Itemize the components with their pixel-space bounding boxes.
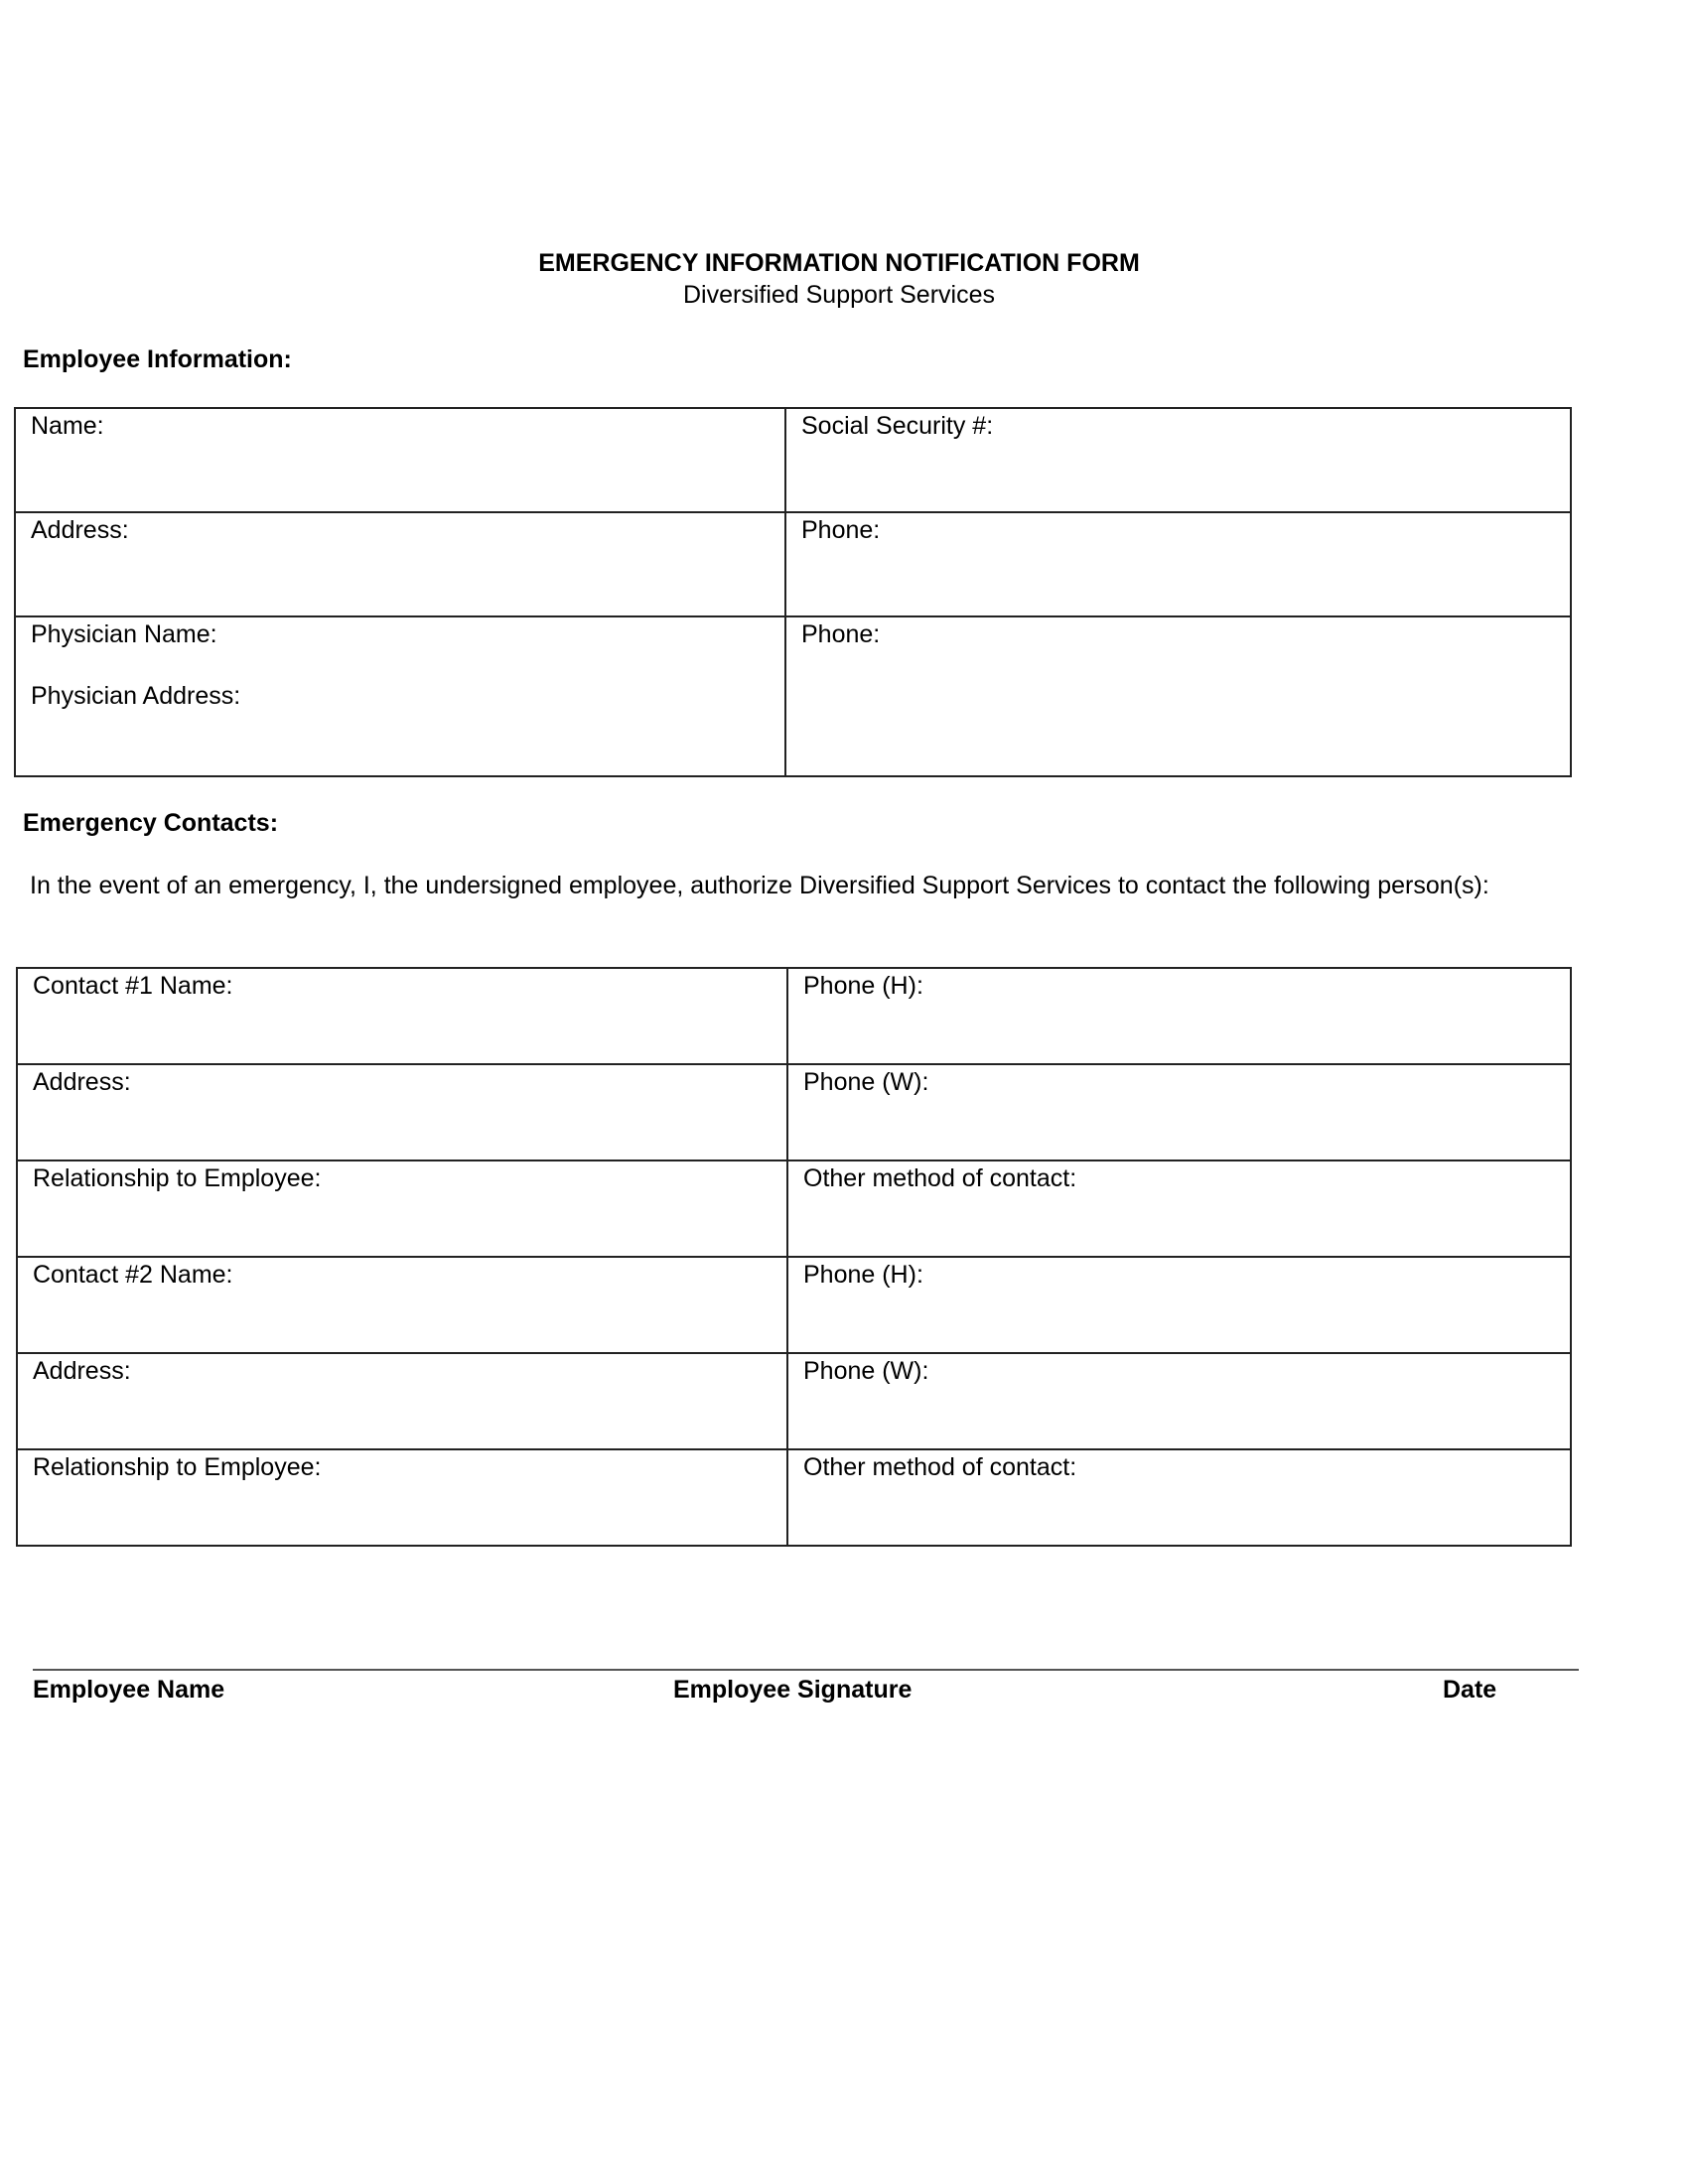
- physician-address-label: Physician Address:: [31, 682, 241, 710]
- form-title: EMERGENCY INFORMATION NOTIFICATION FORM: [538, 249, 1140, 277]
- employee-signature-label: Employee Signature: [673, 1676, 913, 1704]
- emergency-contacts-heading: Emergency Contacts:: [23, 809, 279, 837]
- field-label: Phone (H):: [803, 1261, 923, 1289]
- employee-name-field[interactable]: [15, 408, 785, 512]
- contact1-other-contact-field[interactable]: [787, 1160, 1571, 1257]
- date-label: Date: [1443, 1676, 1497, 1704]
- physician-phone-field[interactable]: [785, 616, 1571, 776]
- field-label: Address:: [33, 1357, 131, 1385]
- contact1-name-field[interactable]: [17, 968, 787, 1064]
- contact1-address-field[interactable]: [17, 1064, 787, 1160]
- field-label: Address:: [31, 516, 129, 544]
- table-row: [17, 1064, 1571, 1160]
- field-label: Phone:: [801, 516, 881, 544]
- table-row: [17, 1449, 1571, 1546]
- spacer: [31, 649, 784, 681]
- field-label: Contact #2 Name:: [33, 1261, 233, 1289]
- employee-information-table: [14, 407, 1572, 777]
- field-label: Phone:: [801, 620, 881, 648]
- employee-phone-field[interactable]: [785, 512, 1571, 616]
- field-label: Phone (H):: [803, 972, 923, 1000]
- field-label: Social Security #:: [801, 412, 994, 440]
- contact2-work-phone-field[interactable]: [787, 1353, 1571, 1449]
- field-label: Phone (W):: [803, 1068, 929, 1096]
- contact1-home-phone-field[interactable]: [787, 968, 1571, 1064]
- contact2-relationship-field[interactable]: [17, 1449, 787, 1546]
- contact2-name-field[interactable]: [17, 1257, 787, 1353]
- physician-info-field[interactable]: [15, 616, 785, 776]
- field-label: Relationship to Employee:: [33, 1164, 322, 1192]
- contact2-home-phone-field[interactable]: [787, 1257, 1571, 1353]
- table-row: [17, 1160, 1571, 1257]
- contact2-other-contact-field[interactable]: [787, 1449, 1571, 1546]
- field-label: Other method of contact:: [803, 1453, 1077, 1481]
- field-label: Name:: [31, 412, 104, 440]
- field-label: Address:: [33, 1068, 131, 1096]
- field-label: Contact #1 Name:: [33, 972, 233, 1000]
- table-row: [15, 512, 1571, 616]
- table-row: [17, 1353, 1571, 1449]
- social-security-field[interactable]: [785, 408, 1571, 512]
- employee-information-heading: Employee Information:: [23, 345, 292, 373]
- physician-name-label: Physician Name:: [31, 620, 217, 648]
- contact1-relationship-field[interactable]: [17, 1160, 787, 1257]
- table-row: [15, 616, 1571, 776]
- table-row: [17, 968, 1571, 1064]
- signature-line[interactable]: [33, 1669, 1579, 1671]
- employee-address-field[interactable]: [15, 512, 785, 616]
- organization-name: Diversified Support Services: [682, 281, 995, 309]
- authorization-statement: In the event of an emergency, I, the undersigned employee, authorize Diversified Support Services to contact the following person(s):: [30, 872, 1489, 899]
- field-label: Phone (W):: [803, 1357, 929, 1385]
- emergency-contacts-table: [16, 967, 1572, 1547]
- contact2-address-field[interactable]: [17, 1353, 787, 1449]
- employee-name-label: Employee Name: [33, 1676, 225, 1704]
- table-row: [17, 1257, 1571, 1353]
- table-row: [15, 408, 1571, 512]
- field-label: Relationship to Employee:: [33, 1453, 322, 1481]
- field-label: Other method of contact:: [803, 1164, 1077, 1192]
- contact1-work-phone-field[interactable]: [787, 1064, 1571, 1160]
